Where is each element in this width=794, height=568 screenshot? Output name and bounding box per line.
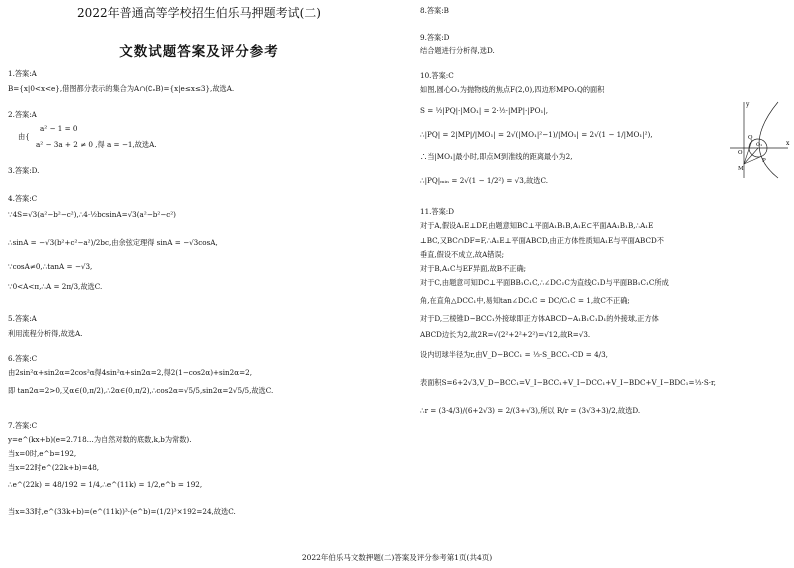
right-lines-line: 对于B,A₁C与EF异面,故B不正确; bbox=[420, 264, 527, 273]
page-subtitle: 文数试题答案及评分参考 bbox=[119, 44, 279, 60]
segment-mp bbox=[744, 156, 762, 164]
right-lines-line: S = ½|PQ|·|MO₁| = 2·½·|MP|·|PO₁|, bbox=[420, 106, 549, 115]
left-lines-line: 当x=22时e^(22k+b)=48, bbox=[8, 463, 100, 472]
left-lines-line: 利用流程分析得,故选A. bbox=[8, 329, 83, 338]
right-lines-line: ABCD边长为2,故2R=√(2²+2²+2²)=√12,故R=√3. bbox=[420, 330, 591, 339]
segment-mo1 bbox=[744, 148, 758, 164]
right-lines-line: ∴|PQ|ₘᵢₙ = 2√(1 − 1/2²) = √3,故选C. bbox=[420, 176, 549, 185]
left-lines-line: ∵cosA≠0,∴tanA = −√3, bbox=[8, 262, 93, 271]
left-lines-line: a² − 3a + 2 ≠ 0 ,得 a = −1,故选A. bbox=[36, 140, 157, 149]
right-lines-line: 11.答案:D bbox=[420, 207, 454, 216]
exam-title: 2022年普通高等学校招生伯乐马押题考试(二) bbox=[77, 6, 321, 20]
left-lines-line: 由2sin²α+sin2α=2cos²α得4sin²α+sin2α=2,得2(1−cos2α)+sin2α=2, bbox=[8, 368, 252, 377]
right-lines-line: 对于A,假设A₁E⊥DF,由题意知BC⊥平面A₁B₁B,A₁E⊂平面AA₁B₁B,∴A₁E bbox=[420, 221, 654, 230]
left-lines-line: 5.答案:A bbox=[8, 314, 37, 323]
left-lines-line: ∴e^(22k) = 48/192 = 1/4,∴e^(11k) = 1/2,e^b = 192, bbox=[8, 480, 203, 489]
right-lines-line: 如图,圆心O₁为抛物线的焦点F(2,0),四边形MPO₁Q的面积 bbox=[420, 85, 605, 94]
right-lines-line: 10.答案:C bbox=[420, 71, 454, 80]
parabola-figure bbox=[726, 98, 790, 180]
label-p: P bbox=[762, 158, 766, 164]
left-lines-line: 即 tan2α=2>0,又α∈(0,π/2),∴2α∈(0,π/2),∴cos2α=√5/5,sin2α=2√5/5,故选C. bbox=[8, 386, 274, 395]
label-q: Q bbox=[748, 135, 753, 141]
left-lines-line: 由{ bbox=[18, 132, 30, 141]
label-m: M bbox=[738, 166, 744, 172]
right-lines-line: 垂直,假设不成立,故A错误; bbox=[420, 250, 505, 259]
y-axis-label: y bbox=[746, 101, 750, 108]
left-lines-line: 6.答案:C bbox=[8, 354, 38, 363]
left-lines-line: ∵0<A<π,∴A = 2π/3,故选C. bbox=[8, 282, 103, 291]
right-lines-line: 9.答案:D bbox=[420, 33, 450, 42]
label-o1: O₁ bbox=[756, 142, 763, 148]
right-lines-line: 设内切球半径为r,由V_D−BCC₁ = ⅓·S_BCC₁·CD = 4/3, bbox=[420, 350, 608, 359]
right-lines-line: ⊥BC,又BC∩DF=F,∴A₁E⊥平面ABCD,由正方体性质知A₁E与平面ABCD不 bbox=[420, 236, 664, 245]
right-lines-line: 对于C,由题意可知DC⊥平面BB₁C₁C,∴∠DC₁C为直线C₁D与平面BB₁C₁C所成 bbox=[420, 278, 669, 287]
right-lines-line: 对于D,三棱锥D−BCC₁外接球即正方体ABCD−A₁B₁C₁D₁的外接球,正方体 bbox=[420, 314, 659, 323]
left-lines-line: 当x=33时,e^(33k+b)=(e^(11k))³·(e^b)=(1/2)³×192=24,故选C. bbox=[8, 507, 236, 516]
right-lines-line: ∴|PQ| = 2|MP|/|MO₁| = 2√(|MO₁|²−1)/|MO₁| = 2√(1 − 1/|MO₁|²), bbox=[420, 130, 653, 139]
left-lines-line: a² − 1 = 0 bbox=[40, 124, 78, 133]
label-o: O bbox=[738, 150, 743, 156]
left-lines-line: B={x|0<x<e},借图都分表示的集合为A∩(∁ₑB)={x|e≤x≤3},故选A. bbox=[8, 84, 235, 93]
left-lines-line: ∵4S=√3(a²−b²−c²),∴4·½bcsinA=√3(a²−b²−c²) bbox=[8, 210, 176, 219]
left-lines-line: 4.答案:C bbox=[8, 194, 38, 203]
left-lines-line: y=e^(kx+b)(e=2.718…为自然对数的底数,k,b为常数). bbox=[8, 435, 192, 444]
right-lines-line: 8.答案:B bbox=[420, 6, 449, 15]
left-lines-line: 2.答案:A bbox=[8, 110, 37, 119]
segment-mq bbox=[744, 140, 752, 164]
left-lines-line: 7.答案:C bbox=[8, 421, 38, 430]
x-axis-label: x bbox=[786, 140, 790, 147]
left-lines-line: 当x=0时,e^b=192, bbox=[8, 449, 77, 458]
page-footer: 2022年伯乐马文数押题(二)答案及评分参考第1页(共4页) bbox=[301, 553, 493, 562]
right-lines-line: 角,在直角△DCC₁中,易知tan∠DC₁C = DC/C₁C = 1,故C不正确; bbox=[420, 296, 630, 305]
left-lines-line: 1.答案:A bbox=[8, 69, 37, 78]
left-lines-line: 3.答案:D. bbox=[8, 166, 40, 175]
right-lines-line: 表面积S=6+2√3,V_D−BCC₁=V_I−BCC₁+V_I−DCC₁+V_I−BDC+V_I−BDC₁=⅓·S·r, bbox=[420, 378, 716, 387]
right-lines-line: ∴r = (3·4/3)/(6+2√3) = 2/(3+√3),所以 R/r = (3√3+3)/2,故选D. bbox=[420, 406, 641, 415]
left-lines-line: ∴sinA = −√3(b²+c²−a²)/2bc,由余弦定理得 sinA = −√3cosA, bbox=[8, 238, 218, 247]
right-lines-line: ∴当|MO₁|最小时,即点M到准线的距离最小为2, bbox=[420, 152, 573, 161]
right-lines-line: 结合题进行分析得,选D. bbox=[420, 46, 495, 55]
